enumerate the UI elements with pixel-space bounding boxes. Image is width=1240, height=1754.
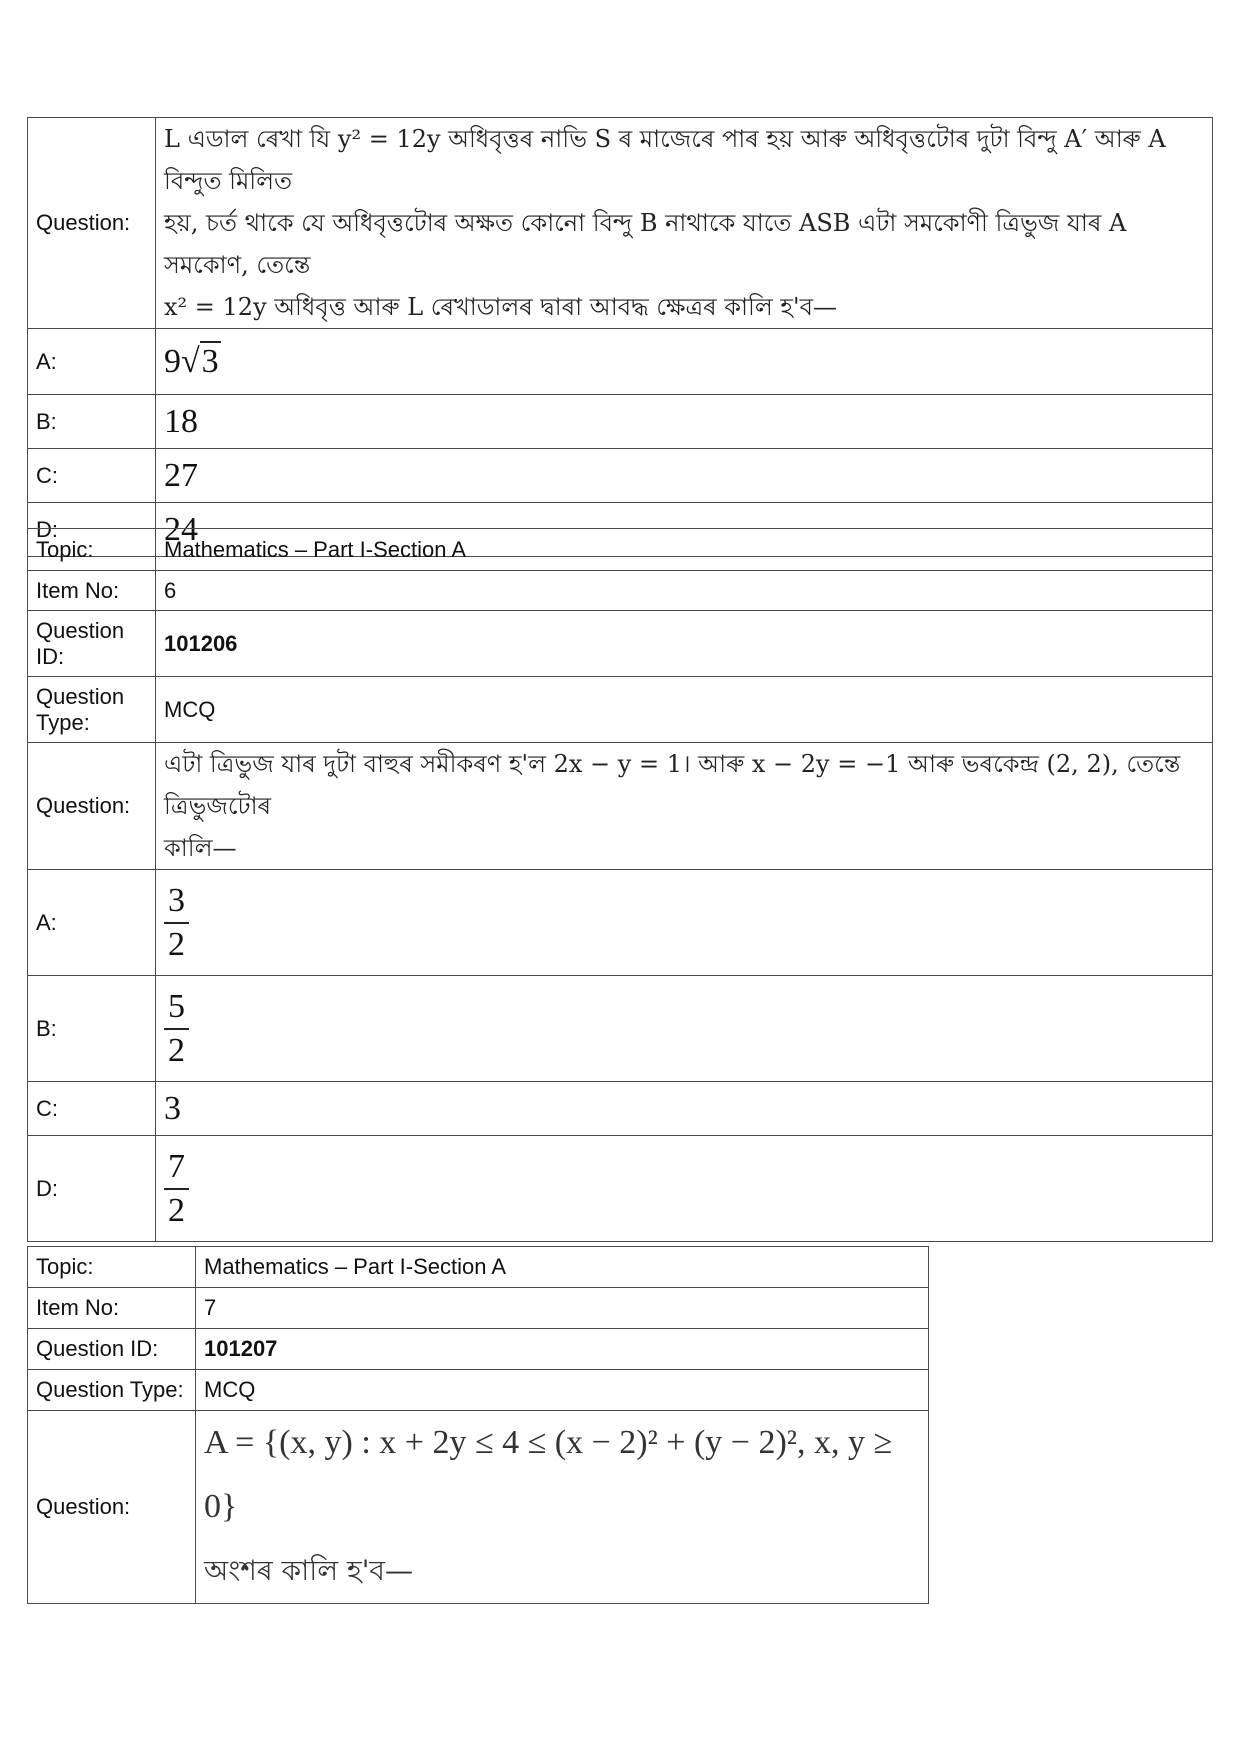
item-no-label: Item No: xyxy=(28,571,156,611)
option-d-value xyxy=(156,1136,1213,1242)
question-table-6 xyxy=(27,528,1213,1242)
option-b-label: B: xyxy=(28,395,156,449)
fraction xyxy=(164,987,189,1069)
option-a-label: A: xyxy=(28,329,156,395)
topic-value: Mathematics – Part I-Section A xyxy=(156,529,1213,571)
question-line: L এডাল ৰেখা যি y² = 12y অধিবৃত্তৰ নাভি S ৰ মাজেৰে পাৰ হয় আৰু অধিবৃত্তটোৰ দুটা বিন্দু A′ আৰু A বিন্দুত মিলিত xyxy=(164,125,1166,195)
question-line: এটা ত্ৰিভুজ যাৰ দুটা বাহুৰ সমীকৰণ হ'ল 2x − y = 1। আৰু x − 2y = −1 আৰু ভৰকেন্দ্ৰ (2, 2), তেন্তে ত্ৰিভুজটোৰ xyxy=(164,750,1181,820)
option-a-radicand: 3 xyxy=(201,342,219,380)
option-d-value: 24 xyxy=(156,503,1213,557)
sqrt-sign: √ xyxy=(181,342,200,380)
question-label: Question: xyxy=(28,743,156,870)
question-type-label xyxy=(28,677,156,743)
topic-label: Topic: xyxy=(28,1247,196,1288)
question-type-row xyxy=(28,1370,929,1411)
denominator: 2 xyxy=(168,925,185,963)
question-row xyxy=(28,743,1213,870)
option-b-row xyxy=(28,395,1213,449)
denominator: 2 xyxy=(168,1031,185,1069)
option-c-row xyxy=(28,449,1213,503)
question-line: অংশৰ কালি হ'ব— xyxy=(204,1554,414,1587)
question-id-value: 101206 xyxy=(156,611,1213,677)
option-a-row xyxy=(28,870,1213,976)
option-b-value xyxy=(156,976,1213,1082)
numerator: 5 xyxy=(164,990,189,1030)
item-no-value: 6 xyxy=(156,571,1213,611)
item-no-row xyxy=(28,1288,929,1329)
question-type-label: Question Type: xyxy=(28,1370,196,1411)
option-c-row xyxy=(28,1082,1213,1136)
item-no-row xyxy=(28,571,1213,611)
option-a-row xyxy=(28,329,1213,395)
option-b-label: B: xyxy=(28,976,156,1082)
label-line: Type: xyxy=(36,709,90,735)
question-row xyxy=(28,1411,929,1604)
question-id-row xyxy=(28,1329,929,1370)
question-row xyxy=(28,118,1213,329)
option-a-value xyxy=(156,870,1213,976)
option-d-label: D: xyxy=(28,503,156,557)
option-d-label: D: xyxy=(28,1136,156,1242)
item-no-label: Item No: xyxy=(28,1288,196,1329)
option-a-value xyxy=(156,329,1213,395)
numerator: 3 xyxy=(164,884,189,924)
question-table-5 xyxy=(27,117,1213,557)
label-line: Question xyxy=(36,683,125,709)
option-c-value: 27 xyxy=(156,449,1213,503)
option-c-label: C: xyxy=(28,1082,156,1136)
option-d-row xyxy=(28,1136,1213,1242)
option-a-label: A: xyxy=(28,870,156,976)
fraction xyxy=(164,1147,189,1229)
question-type-value: MCQ xyxy=(156,677,1213,743)
topic-value: Mathematics – Part I-Section A xyxy=(196,1247,929,1288)
question-label: Question: xyxy=(28,118,156,329)
denominator: 2 xyxy=(168,1191,185,1229)
question-line: কালি— xyxy=(164,834,237,862)
question-type-value: MCQ xyxy=(196,1370,929,1411)
option-b-value: 18 xyxy=(156,395,1213,449)
question-table-7 xyxy=(27,1246,929,1604)
question-line: A = {(x, y) : x + 2y ≤ 4 ≤ (x − 2)² + (y − 2)², x, y ≥ 0} xyxy=(204,1424,893,1525)
question-label: Question: xyxy=(28,1411,196,1604)
topic-label: Topic: xyxy=(28,529,156,571)
question-text xyxy=(196,1411,929,1604)
question-id-row xyxy=(28,611,1213,677)
option-a-coefficient: 9 xyxy=(164,342,181,380)
label-line: ID: xyxy=(36,643,65,669)
option-c-label: C: xyxy=(28,449,156,503)
question-text xyxy=(156,743,1213,870)
item-no-value: 7 xyxy=(196,1288,929,1329)
numerator: 7 xyxy=(164,1150,189,1190)
option-b-row xyxy=(28,976,1213,1082)
topic-row xyxy=(28,529,1213,571)
topic-row xyxy=(28,1247,929,1288)
fraction xyxy=(164,881,189,963)
question-id-label xyxy=(28,611,156,677)
question-id-value: 101207 xyxy=(196,1329,929,1370)
question-id-label: Question ID: xyxy=(28,1329,196,1370)
question-text xyxy=(156,118,1213,329)
label-line: Question xyxy=(36,617,125,643)
question-line: x² = 12y অধিবৃত্ত আৰু L ৰেখাডালৰ দ্বাৰা আবদ্ধ ক্ষেত্ৰৰ কালি হ'ব— xyxy=(164,293,837,321)
question-line: হয়, চৰ্ত থাকে যে অধিবৃত্তটোৰ অক্ষত কোনো বিন্দু B নাথাকে যাতে ASB এটা সমকোণী ত্ৰিভুজ যাৰ A সমকোণ, তেন্তে xyxy=(164,209,1127,279)
option-c-value: 3 xyxy=(156,1082,1213,1136)
question-type-row xyxy=(28,677,1213,743)
